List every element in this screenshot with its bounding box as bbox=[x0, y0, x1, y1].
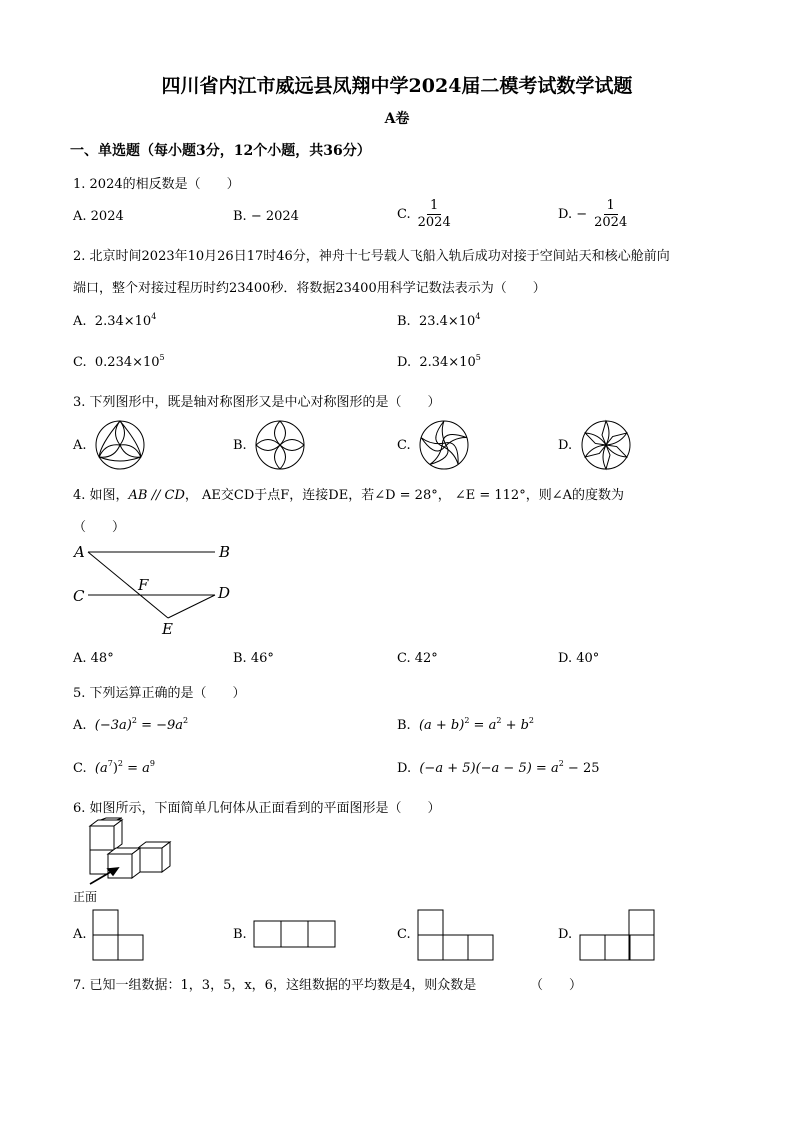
q1-option-d bbox=[558, 198, 630, 231]
q3-figure-c-icon bbox=[418, 419, 470, 471]
question-6: 6. 如图所示，下面简单几何体从正面看到的平面图形是（ ） bbox=[73, 801, 441, 816]
math-expression: (−3a) bbox=[94, 718, 132, 733]
q1-option-c bbox=[397, 198, 454, 231]
math-expression: (a + b) bbox=[418, 718, 465, 733]
fraction-numerator: 1 bbox=[427, 198, 441, 215]
q1-option-c-label: C. bbox=[397, 207, 411, 222]
q5-option-c bbox=[73, 761, 155, 776]
question-1: 1. 2024的相反数是（ ） bbox=[73, 177, 240, 192]
math-expression: AB // CD bbox=[128, 488, 185, 503]
q3-figure-b-icon bbox=[254, 419, 306, 471]
exponent: 4 bbox=[475, 312, 481, 321]
option-label: C. bbox=[73, 355, 87, 370]
exponent: 2 bbox=[464, 716, 470, 725]
q6-figure-b-icon bbox=[253, 920, 337, 950]
q4-option-c: C. 42° bbox=[397, 651, 438, 666]
exponent: 9 bbox=[149, 759, 155, 768]
front-view-label: 正面 bbox=[73, 890, 98, 904]
question-3: 3. 下列图形中，既是轴对称图形又是中心对称图形的是（ ） bbox=[73, 395, 441, 410]
point-b-label: B bbox=[219, 543, 231, 561]
q3-figure-d-icon bbox=[580, 419, 632, 471]
question-4-line-1 bbox=[73, 484, 624, 503]
exponent: 2 bbox=[131, 716, 137, 725]
q2-option-d bbox=[397, 355, 481, 370]
point-d-label: D bbox=[218, 584, 231, 602]
option-label: B. bbox=[397, 314, 411, 329]
option-label: A. bbox=[73, 718, 87, 733]
q5-option-d bbox=[397, 761, 600, 776]
math-expression: = −9a bbox=[136, 718, 184, 733]
q1-option-d-fraction bbox=[591, 198, 630, 231]
fraction-denominator: 2024 bbox=[417, 215, 451, 230]
math-expression: (−a + 5)(−a − 5) = a bbox=[419, 761, 559, 776]
exponent: 5 bbox=[475, 353, 481, 362]
fraction-denominator: 2024 bbox=[594, 215, 628, 230]
exponent: 7 bbox=[107, 759, 113, 768]
q6-option-c-label: C. bbox=[397, 927, 411, 942]
math-expression: = a bbox=[122, 761, 150, 776]
option-label: B. bbox=[397, 718, 411, 733]
q1-option-a: A. 2024 bbox=[73, 209, 124, 224]
q2-option-c bbox=[73, 355, 165, 370]
q6-solid-figure bbox=[76, 818, 176, 888]
option-label: D. bbox=[397, 761, 412, 776]
q6-option-a-label: A. bbox=[73, 927, 87, 942]
exponent: 2 bbox=[183, 716, 189, 725]
fraction-numerator: 1 bbox=[604, 198, 618, 215]
question-text: ， AE交CD于点F，连接DE，若∠D = 28°， ∠E = 112°，则∠A的度数为 bbox=[184, 488, 624, 503]
q4-geometry-figure bbox=[70, 540, 240, 640]
exponent: 2 bbox=[117, 759, 123, 768]
exponent: 2 bbox=[558, 759, 564, 768]
math-expression: ) bbox=[112, 761, 118, 776]
q3-option-d-label: D. bbox=[558, 438, 573, 453]
option-value: 2.34×10 bbox=[419, 355, 476, 370]
option-label: D. bbox=[397, 355, 412, 370]
point-e-label: E bbox=[162, 620, 173, 638]
question-4-line-2: （ ） bbox=[73, 520, 126, 535]
q6-figure-d-icon bbox=[579, 909, 657, 961]
q3-figure-a-icon bbox=[94, 419, 146, 471]
option-value: 0.234×10 bbox=[94, 355, 160, 370]
option-value: 23.4×10 bbox=[418, 314, 476, 329]
option-label: C. bbox=[73, 761, 87, 776]
q1-option-d-label: D. − bbox=[558, 207, 588, 222]
question-5: 5. 下列运算正确的是（ ） bbox=[73, 686, 246, 701]
section-heading: 一、单选题（每小题3分，12个小题，共36分） bbox=[70, 143, 371, 159]
point-f-label: F bbox=[138, 576, 149, 594]
q5-option-b bbox=[397, 718, 534, 733]
point-a-label: A bbox=[74, 543, 85, 561]
math-expression: − 25 bbox=[563, 761, 600, 776]
q6-option-d-label: D. bbox=[558, 927, 573, 942]
option-value: 2.34×10 bbox=[94, 314, 152, 329]
q4-option-a: A. 48° bbox=[73, 651, 114, 666]
math-expression: = a bbox=[469, 718, 497, 733]
exponent: 2 bbox=[496, 716, 502, 725]
point-c-label: C bbox=[73, 587, 85, 605]
option-label: A. bbox=[73, 314, 87, 329]
q6-figure-a-icon bbox=[92, 909, 148, 961]
q2-option-b bbox=[397, 314, 480, 329]
math-expression: (a bbox=[94, 761, 108, 776]
exponent: 4 bbox=[151, 312, 157, 321]
math-expression: + b bbox=[501, 718, 529, 733]
q6-figure-c-icon bbox=[417, 909, 497, 961]
question-2-line-1: 2. 北京时间2023年10月26日17时46分，神舟十七号载人飞船入轨后成功对接于空间站天和核心舱前向 bbox=[73, 249, 670, 264]
q6-option-b-label: B. bbox=[233, 927, 247, 942]
exponent: 2 bbox=[528, 716, 535, 725]
page-title: 四川省内江市威远县凤翔中学2024届二模考试数学试题 bbox=[161, 75, 633, 97]
q4-option-d: D. 40° bbox=[558, 651, 600, 666]
q1-option-c-fraction bbox=[415, 198, 454, 231]
q4-option-b: B. 46° bbox=[233, 651, 274, 666]
question-text: 4. 如图， bbox=[73, 488, 129, 503]
question-7-answer-blank: （ ） bbox=[530, 978, 583, 993]
exponent: 5 bbox=[159, 353, 165, 362]
q3-option-c-label: C. bbox=[397, 438, 411, 453]
q1-option-b: B. − 2024 bbox=[233, 209, 299, 224]
question-2-line-2: 端口，整个对接过程历时约23400秒．将数据23400用科学记数法表示为（ ） bbox=[73, 281, 546, 296]
question-7: 7. 已知一组数据：1，3，5，x，6，这组数据的平均数是4，则众数是 bbox=[73, 978, 477, 993]
q5-option-a bbox=[73, 718, 188, 733]
q3-option-a-label: A. bbox=[73, 438, 87, 453]
q2-option-a bbox=[73, 314, 156, 329]
q3-option-b-label: B. bbox=[233, 438, 247, 453]
paper-section-label: A卷 bbox=[384, 111, 410, 127]
